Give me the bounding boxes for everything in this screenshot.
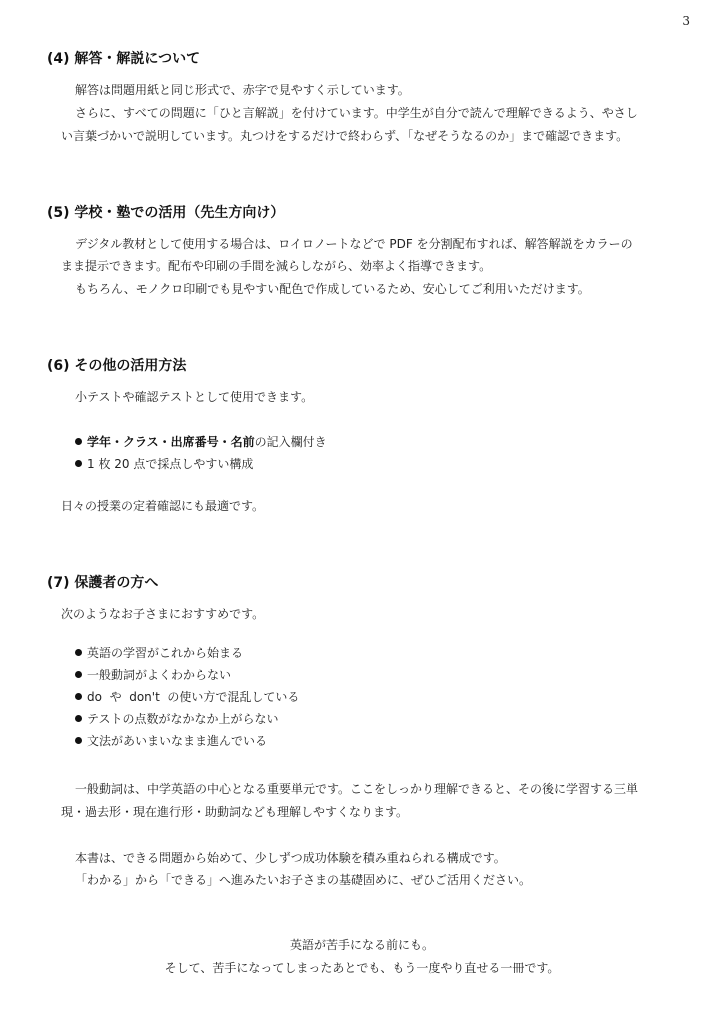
section-6-outro: 日々の授業の定着確認にも最適です。 [61,499,265,513]
bullet-text: テストの点数がなかなか上がらない [87,712,279,726]
bullet-2-text: 1 枚 20 点で採点しやすい構成 [87,457,254,471]
section-7-intro: 次のようなお子さまにおすすめです。 [61,607,265,621]
closing-line-2: そして、苦手になってしまったあとでも、もう一度やり直せる一冊です。 [164,961,560,975]
bullet-dot-icon [75,460,82,467]
bullet-dot-icon [75,715,82,722]
closing-line-1: 英語が苦手になる前にも。 [289,938,434,952]
section-5-line-1: デジタル教材として使用する場合は、ロイロノートなどで PDF を分割配布すれば、解答解説をカラーの [75,237,633,251]
section-7-bullet [75,732,267,749]
section-5-line-2: まま提示できます。配布や印刷の手間を減らしながら、効率よく指導できます。 [61,259,492,273]
section-7-para-1-line-1: 一般動詞は、中学英語の中心となる重要単元です。ここをしっかり理解できると、その後に学習する三単 [75,782,639,796]
section-7-bullet [75,688,299,705]
section-7-bullet [75,666,231,683]
bullet-text: 英語の学習がこれから始まる [87,646,244,660]
section-4-heading: (4) 解答・解説について [47,51,201,67]
section-6-heading: (6) その他の活用方法 [47,358,187,374]
section-4-line-1: 解答は問題用紙と同じ形式で、赤字で見やすく示しています。 [75,83,410,97]
bullet-text: 文法があいまいなまま進んでいる [87,734,268,748]
bullet-dot-icon [75,693,82,700]
bullet-dot-icon [75,649,82,656]
section-7-bullet [75,644,243,661]
bullet-dot-icon [75,671,82,678]
section-7-para-1-line-2: 現・過去形・現在進行形・助動詞なども理解しやすくなります。 [61,805,409,819]
bullet-text: do や don't の使い方で混乱している [87,690,300,704]
section-7-heading: (7) 保護者の方へ [47,575,159,591]
page-number: 3 [682,14,690,28]
section-4-line-2: さらに、すべての問題に「ひと言解説」を付けています。中学生が自分で読んで理解できるよう、やさし [75,106,638,120]
bullet-text: 一般動詞がよくわからない [87,668,232,682]
section-5-line-3: もちろん、モノクロ印刷でも見やすい配色で作成しているため、安心してご利用いただけます。 [75,282,590,296]
section-7-para-2-line-1: 本書は、できる問題から始めて、少しずつ成功体験を積み重ねられる構成です。 [75,851,506,865]
section-6-bullet-2 [75,455,253,472]
bullet-1-rest-text: の記入欄付き [254,435,327,449]
bullet-dot-icon [75,737,82,744]
section-7-para-2-line-2: 「わかる」から「できる」へ進みたいお子さまの基礎固めに、ぜひご活用ください。 [75,873,532,887]
section-6-bullet-1 [75,433,327,450]
section-7-bullet [75,710,279,727]
section-5-heading: (5) 学校・塾での活用（先生方向け） [47,205,285,221]
bullet-dot-icon [75,438,82,445]
section-4-line-3: い言葉づかいで説明しています。丸つけをするだけで終わらず、「なぜそうなるのか」まで確認できます。 [61,129,629,143]
section-6-intro: 小テストや確認テストとして使用できます。 [75,390,314,404]
bullet-1-bold-text: 学年・クラス・出席番号・名前 [87,435,255,449]
